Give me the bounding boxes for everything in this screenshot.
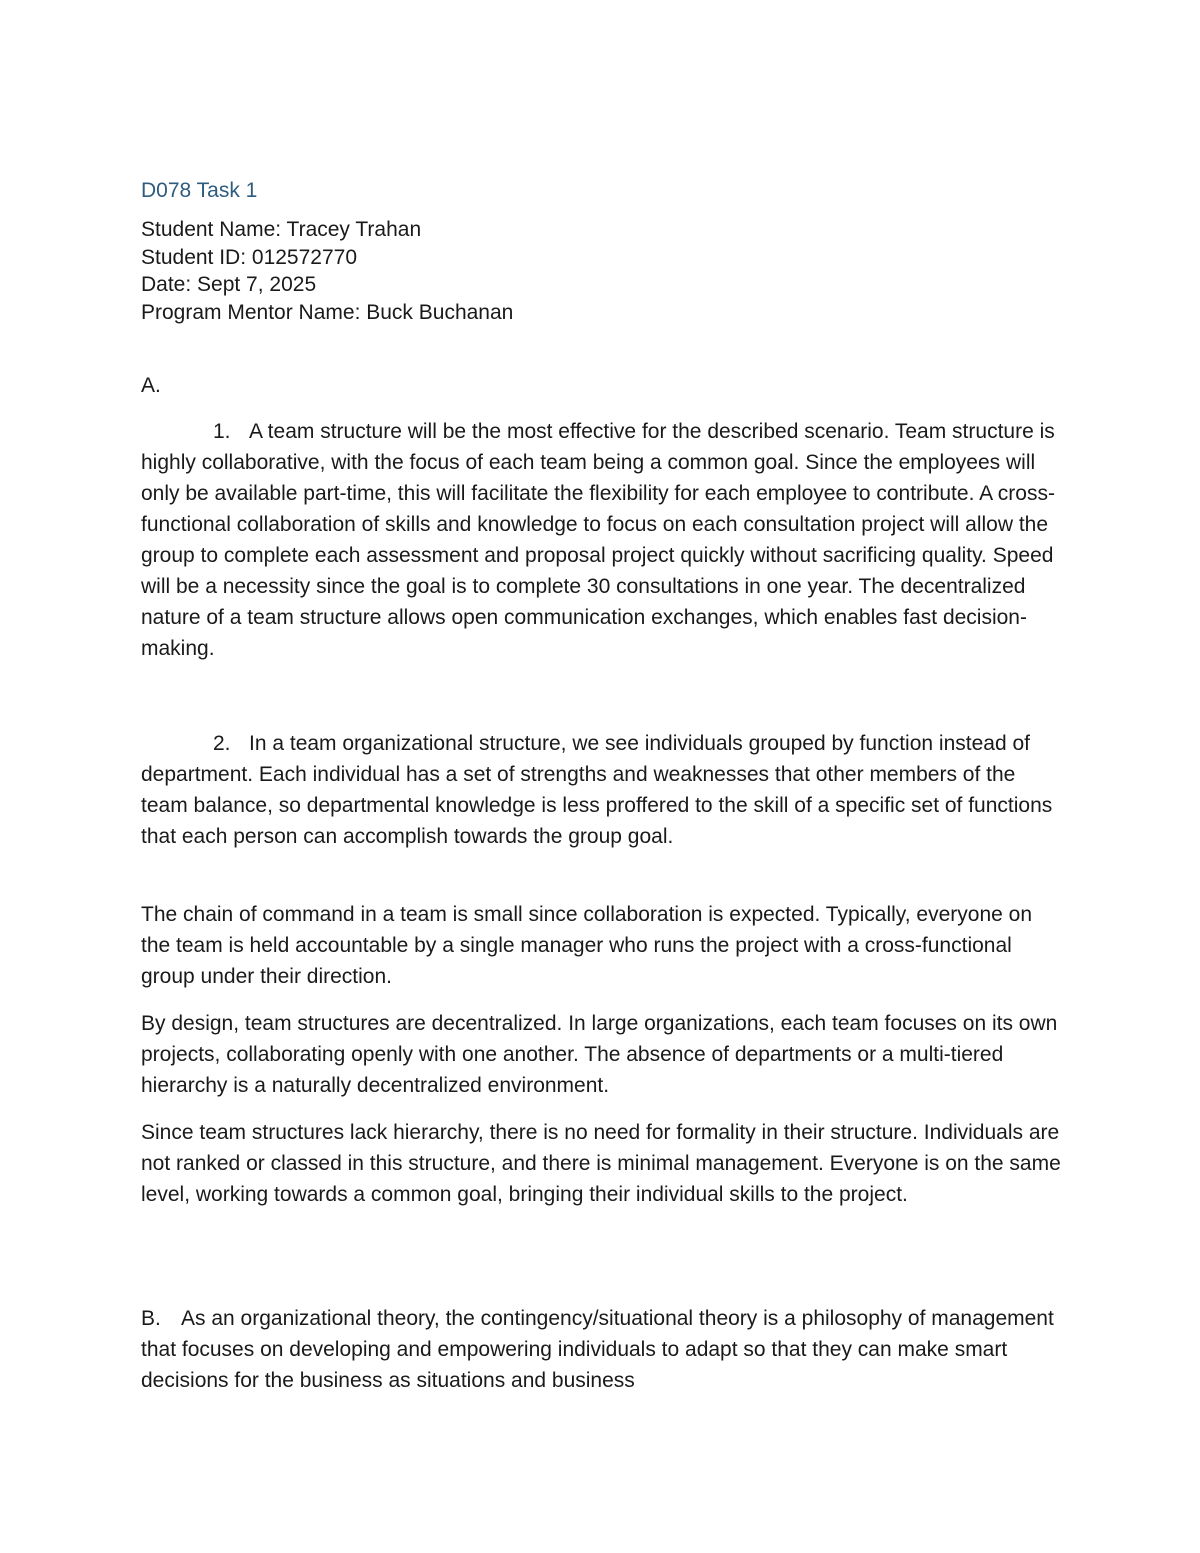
student-info	[141, 216, 513, 326]
item-2-text: In a team organizational structure, we see individuals grouped by function instead of department. Each individual has a set of strengths and weaknesses that other members of the team balance, so departmental knowledge is less proffered to the skill of a specific set of functions that each person can accomplish towards the group goal.	[141, 732, 1053, 848]
item-2-number: 2.	[213, 732, 231, 755]
section-b	[141, 1303, 1061, 1396]
section-a-item-1	[141, 416, 1061, 664]
student-name: Student Name: Tracey Trahan	[141, 218, 422, 241]
item-1-text: A team structure will be the most effective for the described scenario. Team structure is highly collaborative, with the focus of each team being a common goal. Since the employees will only be available part-time, this will facilitate the flexibility for each employee to contribute. A cross-functional collaboration of skills and knowledge to focus on each consultation project will allow the group to complete each assessment and proposal project quickly without sacrificing quality. Speed will be a necessity since the goal is to complete 30 consultations in one year. The decentralized nature of a team structure allows open communication exchanges, which enables fast decision-making.	[141, 420, 1055, 660]
section-b-text: As an organizational theory, the contingency/situational theory is a philosophy of management that focuses on developing and empowering individuals to adapt so that they can make smart decisions for the business as situations and business	[141, 1307, 1054, 1392]
submission-date: Date: Sept 7, 2025	[141, 273, 317, 296]
section-b-label: B.	[141, 1307, 161, 1330]
document-title: D078 Task 1	[141, 179, 258, 202]
paragraph-chain-of-command: The chain of command in a team is small since collaboration is expected. Typically, everyone on the team is held accountable by a single manager who runs the project with a cross-functional group under their direction.	[141, 903, 1033, 988]
item-1-number: 1.	[213, 420, 231, 443]
program-mentor: Program Mentor Name: Buck Buchanan	[141, 300, 514, 324]
student-id: Student ID: 012572770	[141, 245, 358, 269]
section-a-item-2	[141, 728, 1061, 852]
paragraph-decentralized: By design, team structures are decentralized. In large organizations, each team focuses on its own projects, collaborating openly with one another. The absence of departments or a multi-tiered hierarchy is a naturally decentralized environment.	[141, 1012, 1058, 1097]
section-a-heading: A.	[141, 374, 161, 397]
paragraph-formality: Since team structures lack hierarchy, there is no need for formality in their structure. Individuals are not ranked or classed in this structure, and there is minimal management. Everyone is on the same level, working towards a common goal, bringing their individual skills to the project.	[141, 1121, 1061, 1206]
